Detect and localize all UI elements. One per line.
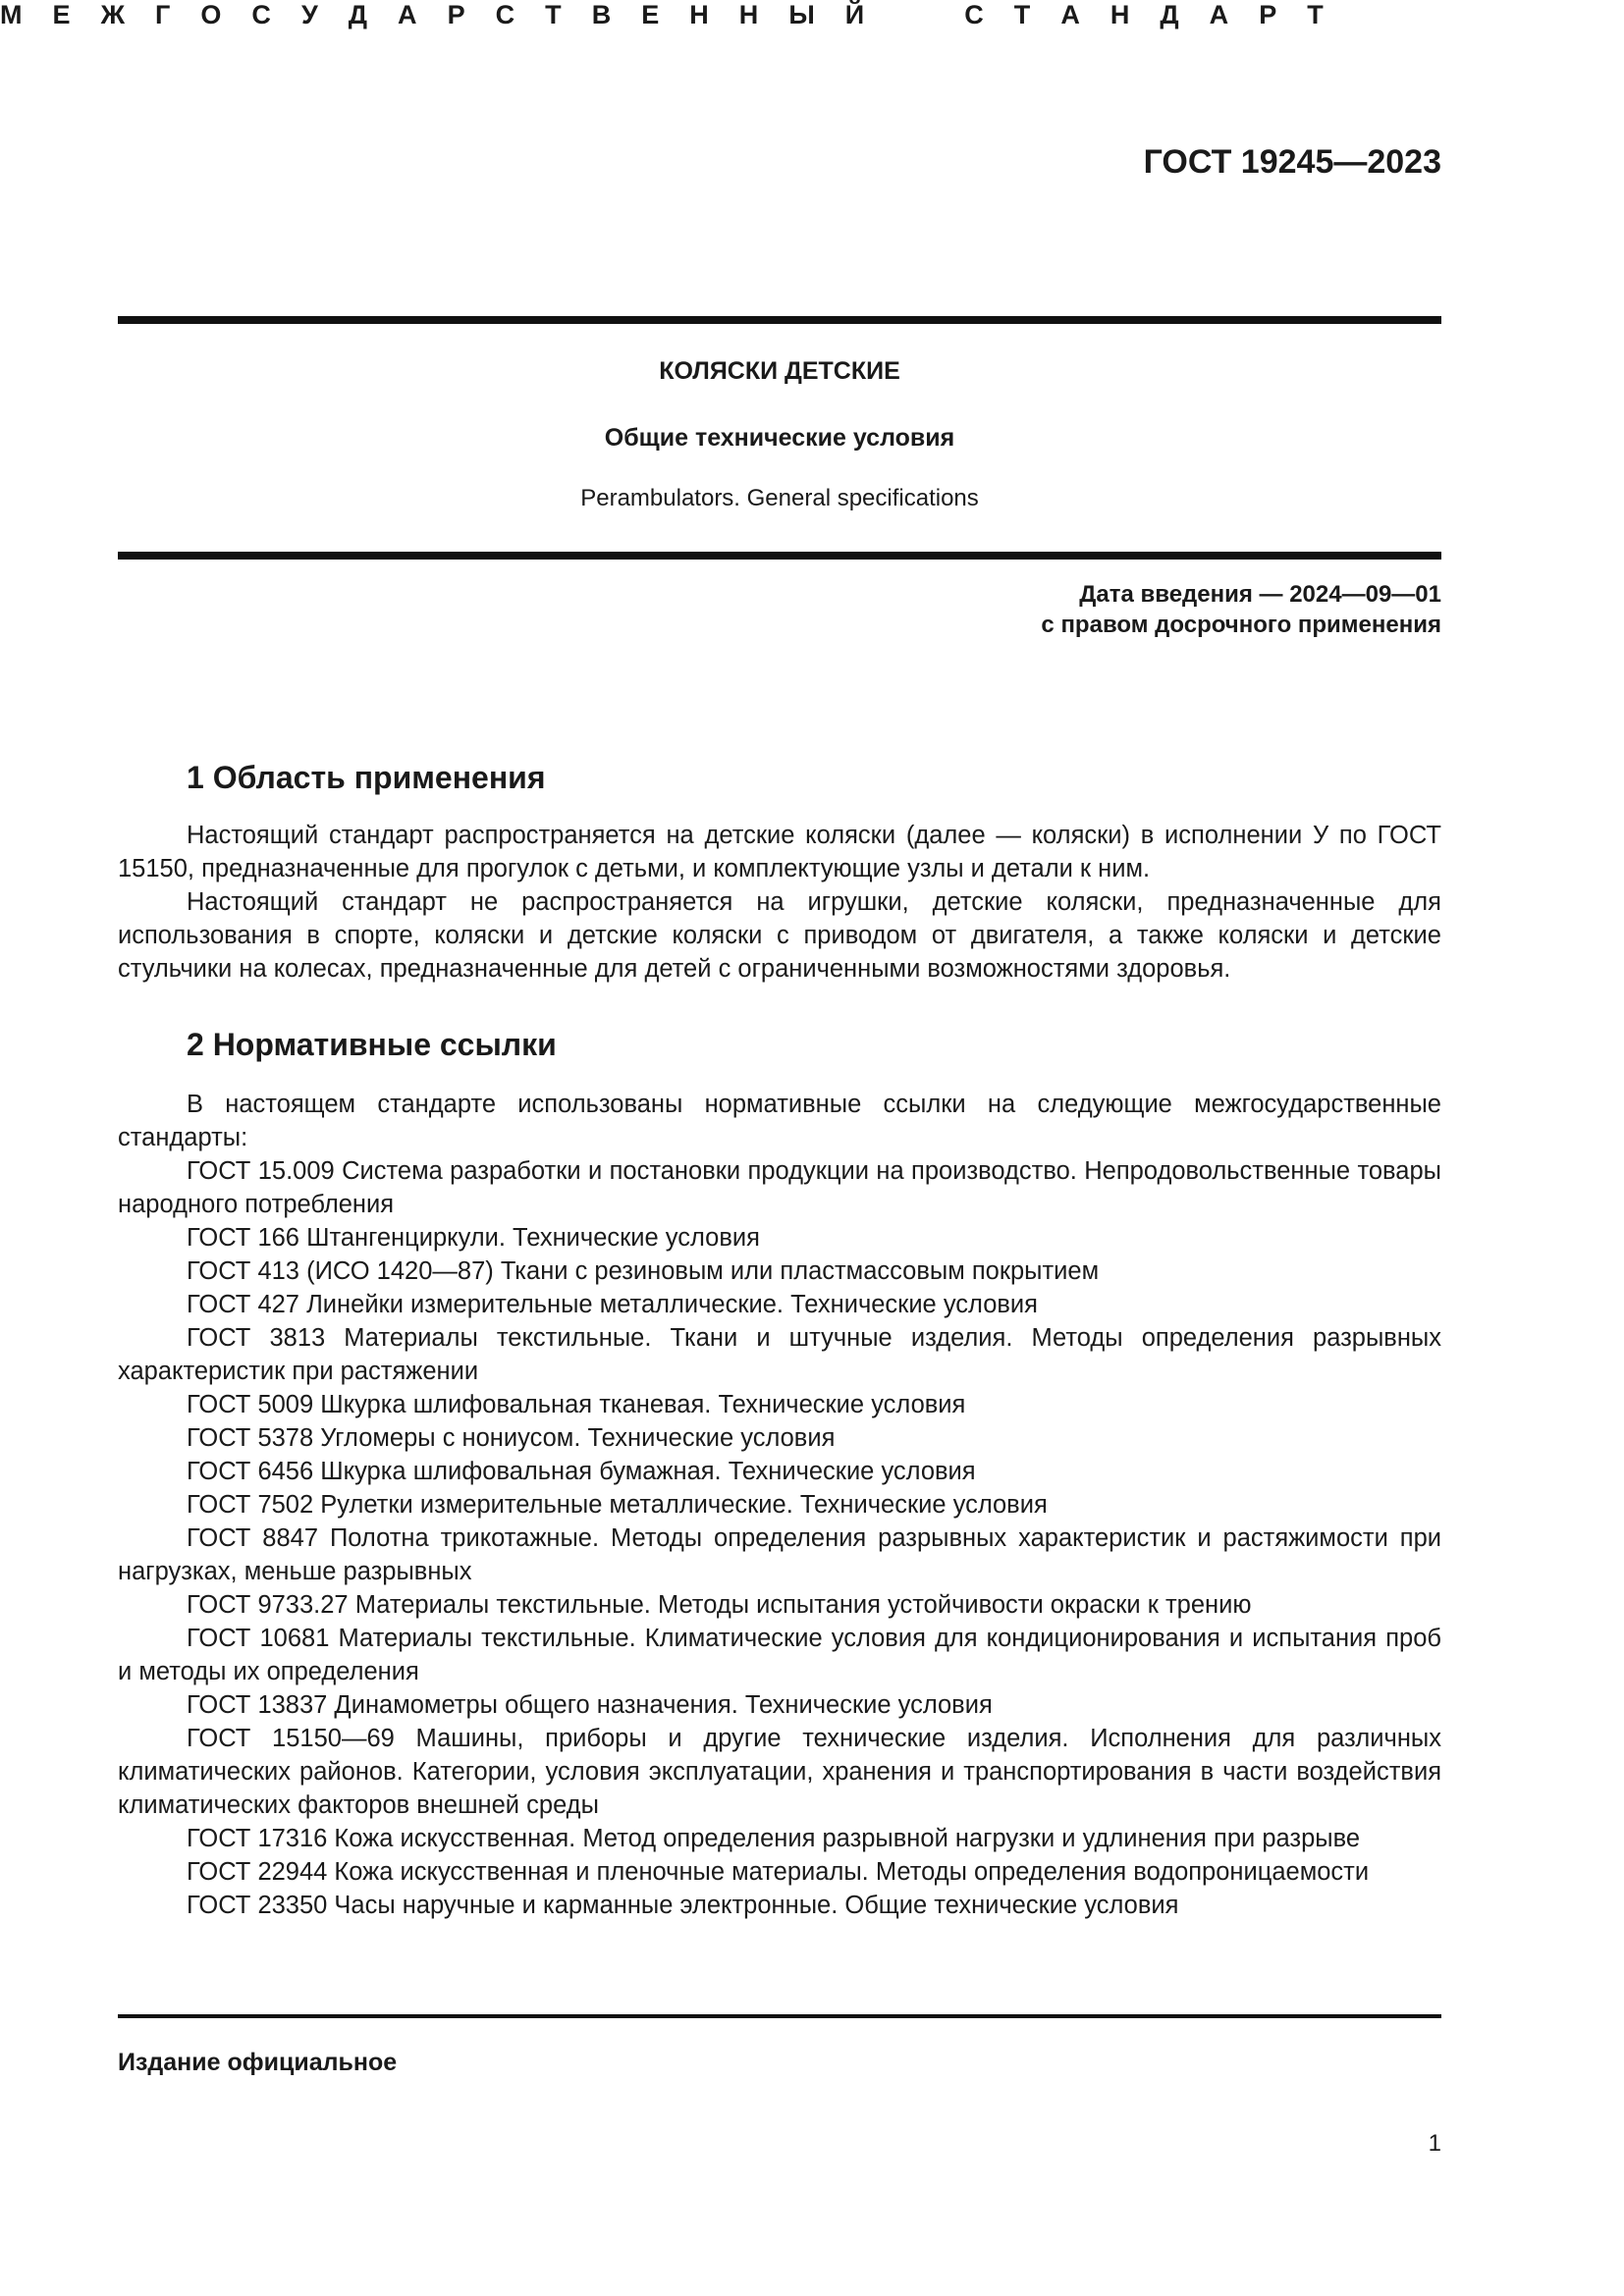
banner-letter: Е — [641, 0, 660, 29]
normative-reference-item: ГОСТ 413 (ИСО 1420—87) Ткани с резиновым или пластмассовым покрытием — [187, 1257, 1100, 1285]
section-2-body — [118, 1088, 1441, 1922]
banner-letter: Н — [689, 0, 709, 29]
normative-reference-item: ГОСТ 5009 Шкурка шлифовальная тканевая. Технические условия — [187, 1391, 966, 1418]
section-2-intro: В настоящем стандарте использованы нормативные ссылки на следующие межгосударственные стандарты: — [118, 1091, 1441, 1151]
official-edition-label: Издание официальное — [118, 2049, 398, 2076]
normative-reference-item: ГОСТ 15150—69 Машины, приборы и другие технические изделия. Исполнения для различных климатических районов. Категории, условия эксплуатации, хранения и транспортирования в части воздействия климатических факторов внешней среды — [118, 1725, 1441, 1819]
normative-reference-item: ГОСТ 8847 Полотна трикотажные. Методы определения разрывных характеристик и растяжимости при нагрузках, меньше разрывных — [118, 1524, 1441, 1585]
introduction-date: Дата введения — 2024—09—01 — [1079, 581, 1441, 608]
banner-letter: А — [1060, 0, 1080, 29]
document-code: ГОСТ 19245—2023 — [1143, 143, 1441, 181]
banner-letter: О — [200, 0, 222, 29]
page-number: 1 — [1428, 2130, 1441, 2157]
banner-letter: С — [495, 0, 515, 29]
banner-letter: Н — [1110, 0, 1130, 29]
normative-reference-item: ГОСТ 15.009 Система разработки и постановки продукции на производство. Непродовольственные товары народного потребления — [118, 1157, 1441, 1218]
header-rule-top — [118, 316, 1441, 324]
banner-letter: Е — [52, 0, 71, 29]
banner-letter: Г — [155, 0, 171, 29]
introduction-date-block — [1041, 579, 1441, 640]
banner-letter: Р — [1259, 0, 1277, 29]
normative-reference-item: ГОСТ 166 Штангенциркули. Технические условия — [187, 1224, 760, 1252]
normative-reference-item: ГОСТ 427 Линейки измерительные металлические. Технические условия — [187, 1291, 1038, 1318]
banner-word-gap — [894, 0, 934, 30]
banner-letter: У — [300, 0, 318, 29]
banner-letter: А — [1209, 0, 1229, 29]
normative-reference-item: ГОСТ 3813 Материалы текстильные. Ткани и штучные изделия. Методы определения разрывных характеристик при растяжении — [118, 1324, 1441, 1385]
normative-reference-item: ГОСТ 5378 Угломеры с нониусом. Технические условия — [187, 1424, 836, 1452]
document-title: КОЛЯСКИ ДЕТСКИЕ — [659, 357, 900, 385]
normative-reference-item: ГОСТ 22944 Кожа искусственная и пленочные материалы. Методы определения водопроницаемости — [187, 1858, 1370, 1886]
banner-letter: М — [0, 0, 23, 29]
normative-reference-item: ГОСТ 6456 Шкурка шлифовальная бумажная. Технические условия — [187, 1458, 976, 1485]
banner-letter: В — [591, 0, 612, 29]
normative-reference-item: ГОСТ 13837 Динамометры общего назначения. Технические условия — [187, 1691, 993, 1719]
banner-letter: Т — [1307, 0, 1324, 29]
banner-letter: Ы — [788, 0, 815, 29]
banner-letter: С — [251, 0, 271, 29]
section-1-heading: 1 Область применения — [187, 760, 546, 795]
footer-rule — [118, 2014, 1441, 2018]
banner-letter: Ж — [100, 0, 125, 29]
early-application-note: с правом досрочного применения — [1041, 612, 1441, 638]
normative-reference-item: ГОСТ 9733.27 Материалы текстильные. Методы испытания устойчивости окраски к трению — [187, 1591, 1252, 1619]
normative-reference-item: ГОСТ 17316 Кожа искусственная. Метод определения разрывной нагрузки и удлинения при разрыве — [187, 1825, 1361, 1852]
banner-letter: Р — [447, 0, 465, 29]
banner-letter: А — [398, 0, 417, 29]
banner-letter: Т — [545, 0, 562, 29]
document-subtitle: Общие технические условия — [604, 424, 955, 452]
english-title: Perambulators. General specifications — [580, 485, 979, 511]
banner-letter: Й — [844, 0, 865, 29]
normative-reference-item: ГОСТ 7502 Рулетки измерительные металлические. Технические условия — [187, 1491, 1048, 1519]
banner-letter: С — [964, 0, 984, 29]
section-1-paragraph: Настоящий стандарт распространяется на детские коляски (далее — коляски) в исполнении У по ГОСТ 15150, предназначенные для прогулок с детьми, и комплектующие узлы и детали к ним. — [118, 822, 1441, 882]
banner-letter: Н — [738, 0, 759, 29]
section-1-paragraph: Настоящий стандарт не распространяется на игрушки, детские коляски, предназначенные для использования в спорте, коляски и детские коляски с приводом от двигателя, а также коляски и детские стульчики на колесах, предназначенные для детей с ограниченными возможностями здоровья. — [118, 888, 1441, 983]
section-1-body — [118, 819, 1441, 986]
normative-reference-item: ГОСТ 10681 Материалы текстильные. Климатические условия для кондиционирования и испытания проб и методы их определения — [118, 1625, 1441, 1685]
normative-references-list — [118, 1154, 1441, 1922]
banner-letter: Т — [1013, 0, 1031, 29]
interstate-standard-banner — [0, 0, 1324, 30]
banner-letter: Д — [1160, 0, 1179, 29]
normative-reference-item: ГОСТ 23350 Часы наручные и карманные электронные. Общие технические условия — [187, 1892, 1179, 1919]
section-2-heading: 2 Нормативные ссылки — [187, 1027, 557, 1062]
header-rule-bottom — [118, 552, 1441, 560]
banner-letter: Д — [348, 0, 368, 29]
